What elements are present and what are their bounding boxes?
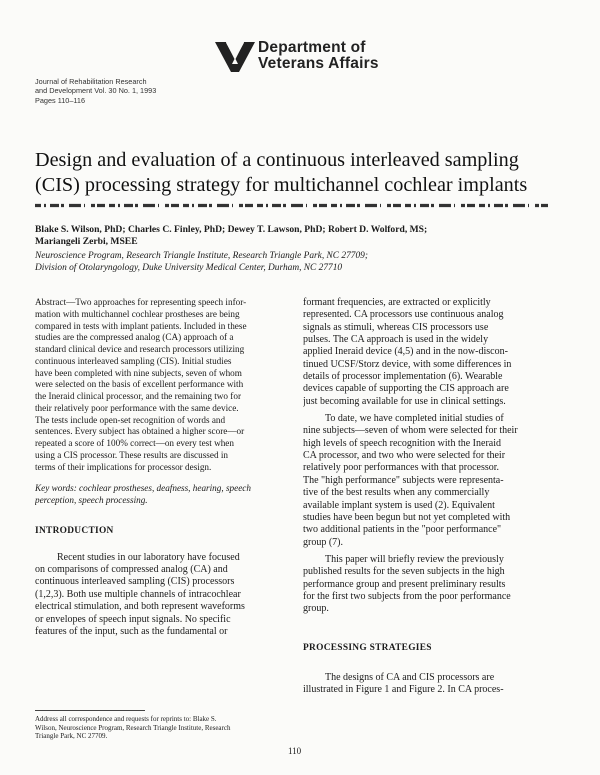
abstract-line: using a CIS processor. These results are discussed in xyxy=(35,449,228,460)
title-line-2: (CIS) processing strategy for multichannel cochlear implants xyxy=(35,174,528,196)
paper-title xyxy=(35,148,575,198)
intro-line: continuous interleaved sampling (CIS) processors xyxy=(35,576,235,588)
department-name xyxy=(258,40,379,72)
body-line: studies have been begun but not yet completed with xyxy=(303,511,511,523)
body-line: available implant system is used (2). Equivalent xyxy=(303,499,495,511)
affiliation-line: Division of Otolaryngology, Duke University Medical Center, Durham, NC 27710 xyxy=(35,263,343,274)
body-line: group. xyxy=(303,603,329,615)
affiliation-line: Neuroscience Program, Research Triangle Institute, Research Triangle Park, NC 27709; xyxy=(35,251,368,261)
intro-line: electrical stimulation, and both represent waveforms xyxy=(35,601,245,613)
page-number: 110 xyxy=(288,746,302,756)
body-line: applied Ineraid device (4,5) and in the now-discon- xyxy=(303,346,508,358)
body-line: high levels of speech recognition with the Ineraid xyxy=(303,437,501,449)
abstract-line: have been completed with nine subjects, seven of whom xyxy=(35,367,242,378)
body-line: relatively poor performances with that processor. xyxy=(303,462,500,474)
left-column xyxy=(35,297,283,638)
footnote xyxy=(35,715,285,741)
dept-line-1: Department of xyxy=(258,39,366,56)
body-line: group (7). xyxy=(303,536,343,548)
paragraph-3 xyxy=(303,554,553,616)
intro-line: (1,2,3). Both use multiple channels of intracochlear xyxy=(35,588,241,600)
processing-strategies-heading: PROCESSING STRATEGIES xyxy=(303,642,432,653)
body-line: details of processor implementation (6). Wearable xyxy=(303,371,503,383)
body-line: The "high performance" subjects were representa- xyxy=(303,474,504,486)
body-line: pulses. The CA approach is used in the widely xyxy=(303,334,489,346)
authors-line: Mariangeli Zerbi, MSEE xyxy=(35,236,138,248)
authors-line: Blake S. Wilson, PhD; Charles C. Finley, PhD; Dewey T. Lawson, PhD; Robert D. Wolford, MS; xyxy=(35,224,428,235)
body-line: two additional patients in the "poor performance" xyxy=(303,524,502,536)
title-divider xyxy=(35,202,548,209)
intro-line: on comparisons of compressed analog (CA) and xyxy=(35,563,228,575)
body-line: performance group and present preliminary results xyxy=(303,578,506,590)
keywords xyxy=(35,483,283,507)
abstract-line: the Ineraid clinical processor, and the remaining two for xyxy=(35,391,242,401)
abstract-line: The tests include open-set recognition of words and xyxy=(35,414,226,425)
footnote-line: Triangle Park, NC 27709. xyxy=(35,732,108,741)
keywords-line: perception, speech processing. xyxy=(35,495,148,505)
abstract-line: were selected on the basis of excellent performance with xyxy=(35,379,244,390)
journal-line: and Development Vol. 30 No. 1, 1993 xyxy=(35,86,157,96)
abstract-line: terms of their implications for processor design. xyxy=(35,461,212,472)
body-line: formant frequencies, are extracted or explicitly xyxy=(303,297,491,308)
body-line: This paper will briefly review the previously xyxy=(325,553,504,565)
abstract-line: studies are the compressed analog (CA) approach of a xyxy=(35,332,234,343)
keywords-line: Key words: cochlear prostheses, deafness, hearing, speech xyxy=(35,483,251,494)
body-line: just becoming available for use in clinical settings. xyxy=(303,395,506,407)
introduction-text xyxy=(35,552,283,639)
dept-line-2: Veterans Affairs xyxy=(258,55,379,72)
intro-line: features of the input, such as the fundamental or xyxy=(35,625,228,637)
abstract-line: continuous interleaved sampling (CIS). Initial studies xyxy=(35,355,232,366)
abstract-line: Abstract—Two approaches for representing speech infor- xyxy=(35,297,247,307)
body-line: devices capable of supporting the CIS approach are xyxy=(303,383,509,395)
author-list xyxy=(35,224,565,248)
abstract-line: sentences. Every subject has obtained a higher score—or xyxy=(35,426,245,437)
paragraph-1 xyxy=(303,297,553,408)
abstract-line: standard clinical device and research processors utilizing xyxy=(35,344,245,354)
abstract xyxy=(35,297,283,473)
body-line: illustrated in Figure 1 and Figure 2. In CA proces- xyxy=(303,684,504,696)
right-column xyxy=(303,297,553,697)
paragraph-2 xyxy=(303,413,553,549)
body-line: for the first two subjects from the poor performance xyxy=(303,590,511,602)
body-line: nine subjects—seven of whom were selected for their xyxy=(303,425,518,437)
body-line: CA processor, and two who were selected for their xyxy=(303,450,506,462)
introduction-heading: INTRODUCTION xyxy=(35,525,114,536)
abstract-line: mation with multichannel cochlear prostheses are being xyxy=(35,308,240,319)
footnote-divider xyxy=(35,710,145,711)
journal-line: Journal of Rehabilitation Research xyxy=(35,77,147,86)
body-line: signals as stimuli, whereas CIS processors use xyxy=(303,321,489,333)
body-line: The designs of CA and CIS processors are xyxy=(325,671,495,683)
body-line: published results for the seven subjects in the high xyxy=(303,566,505,578)
body-line: tive of the best results when any commercially xyxy=(303,487,490,499)
title-line-1: Design and evaluation of a continuous interleaved sampling xyxy=(35,149,519,171)
abstract-line: repeated a score of 100% correct—on every test when xyxy=(35,438,234,448)
va-logo-icon xyxy=(213,40,257,74)
abstract-line: compared in tests with implant patients. Included in these xyxy=(35,320,247,331)
affiliations xyxy=(35,250,565,274)
body-line: represented. CA processors use continuous analog xyxy=(303,309,504,321)
footnote-line: Address all correspondence and requests for reprints to: Blake S. xyxy=(35,715,217,723)
abstract-line: their relatively poor performance with the same device. xyxy=(35,402,239,413)
intro-line: Recent studies in our laboratory have focused xyxy=(57,551,240,563)
intro-line: or envelopes of speech input signals. No specific xyxy=(35,613,231,625)
footnote-line: Wilson, Neuroscience Program, Research Triangle Institute, Research xyxy=(35,723,231,732)
paragraph-4 xyxy=(303,672,553,697)
body-line: tinued UCSF/Storz device, with some differences in xyxy=(303,358,512,370)
journal-line: Pages 110–116 xyxy=(35,95,86,105)
body-line: To date, we have completed initial studies of xyxy=(325,413,504,425)
journal-citation xyxy=(35,77,156,105)
